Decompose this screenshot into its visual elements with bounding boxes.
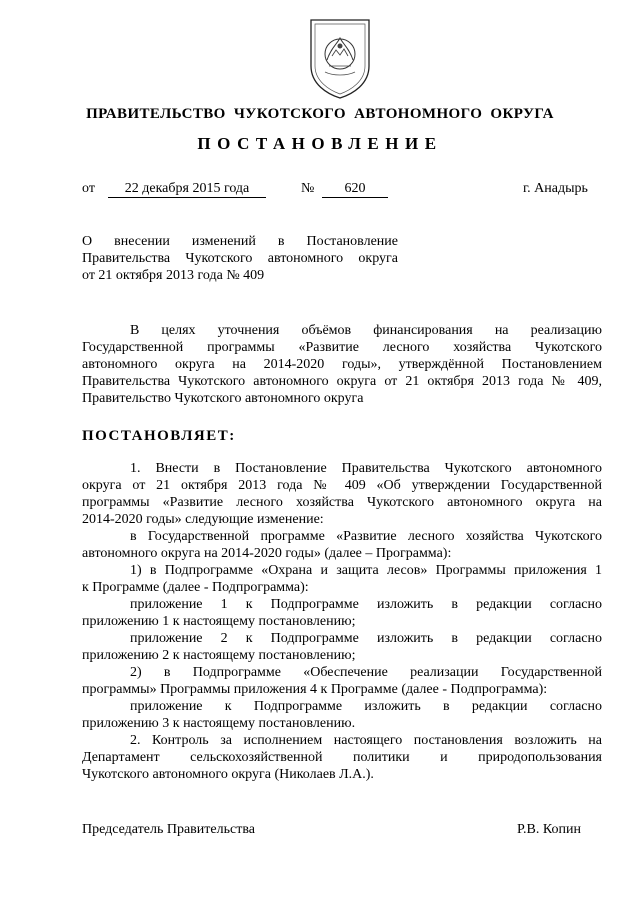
- number-label: №: [301, 181, 315, 196]
- resolution-line: 2) в Подпрограмме «Обеспечение реализации Государственной: [130, 665, 602, 680]
- resolution-line: Департамент сельскохозяйственной политики и природопользования: [82, 750, 602, 765]
- signatory-position: Председатель Правительства: [82, 822, 255, 837]
- resolution-line: автономного округа на 2014-2020 годы» (далее – Программа):: [82, 546, 452, 561]
- document-type: ПОСТАНОВЛЕНИЕ: [197, 134, 443, 153]
- resolution-line: Чукотского автономного округа (Николаев Л.А.).: [82, 767, 374, 782]
- subject-line: от 21 октября 2013 года № 409: [82, 268, 265, 283]
- resolution-line: 2. Контроль за исполнением настоящего постановления возложить на: [130, 733, 602, 748]
- document-date: 22 декабря 2015 года: [108, 181, 266, 198]
- resolution-line: приложение к Подпрограмме изложить в редакции согласно: [130, 699, 602, 714]
- preamble-line: Правительства Чукотского автономного округа от 21 октября 2013 года № 409,: [82, 374, 602, 389]
- resolution-line: приложение 1 к Подпрограмме изложить в редакции согласно: [130, 597, 602, 612]
- date-label: от: [82, 181, 95, 196]
- preamble-line: В целях уточнения объёмов финансирования на реализацию: [130, 323, 602, 338]
- resolution-line: приложение 2 к Подпрограмме изложить в редакции согласно: [130, 631, 602, 646]
- resolution-line: приложению 1 к настоящему постановлению;: [82, 614, 356, 629]
- coat-of-arms-emblem: [303, 14, 377, 100]
- document-number: 620: [322, 181, 388, 198]
- preamble-line: автономного округа на 2014-2020 годы», утверждённой Постановлением: [82, 357, 602, 372]
- resolution-items: [82, 460, 602, 783]
- resolution-line: в Государственной программе «Развитие лесного хозяйства Чукотского: [130, 529, 602, 544]
- subject-line: О внесении изменений в Постановление: [82, 234, 398, 249]
- preamble-line: Государственной программы «Развитие лесного хозяйства Чукотского: [82, 340, 602, 355]
- resolution-line: к Программе (далее - Подпрограмма):: [82, 580, 309, 595]
- resolution-line: 2014-2020 годы» следующие изменение:: [82, 512, 324, 527]
- resolution-line: округа от 21 октября 2013 года № 409 «Об утверждении Государственной: [82, 478, 602, 493]
- organization-name: ПРАВИТЕЛЬСТВО ЧУКОТСКОГО АВТОНОМНОГО ОКРУГА: [86, 106, 554, 122]
- subject-line: Правительства Чукотского автономного округа: [82, 251, 398, 266]
- resolution-line: приложению 2 к настоящему постановлению;: [82, 648, 356, 663]
- preamble-line: Правительство Чукотского автономного округа: [82, 391, 364, 406]
- signatory-name: Р.В. Копин: [517, 822, 581, 837]
- preamble: [82, 322, 602, 407]
- date-field: [108, 180, 266, 198]
- resolution-line: программы» Программы приложения 4 к Программе (далее - Подпрограмма):: [82, 682, 548, 697]
- resolution-line: 1. Внести в Постановление Правительства Чукотского автономного: [130, 461, 602, 476]
- resolution-line: 1) в Подпрограмме «Охрана и защита лесов» Программы приложения 1: [130, 563, 602, 578]
- resolution-line: приложению 3 к настоящему постановлению.: [82, 716, 356, 731]
- resolution-line: программы «Развитие лесного хозяйства Чукотского автономного округа на: [82, 495, 602, 510]
- document-place: г. Анадырь: [523, 181, 588, 196]
- resolves-heading: ПОСТАНОВЛЯЕТ:: [82, 428, 236, 444]
- number-field: [322, 180, 388, 198]
- document-subject: [82, 233, 398, 284]
